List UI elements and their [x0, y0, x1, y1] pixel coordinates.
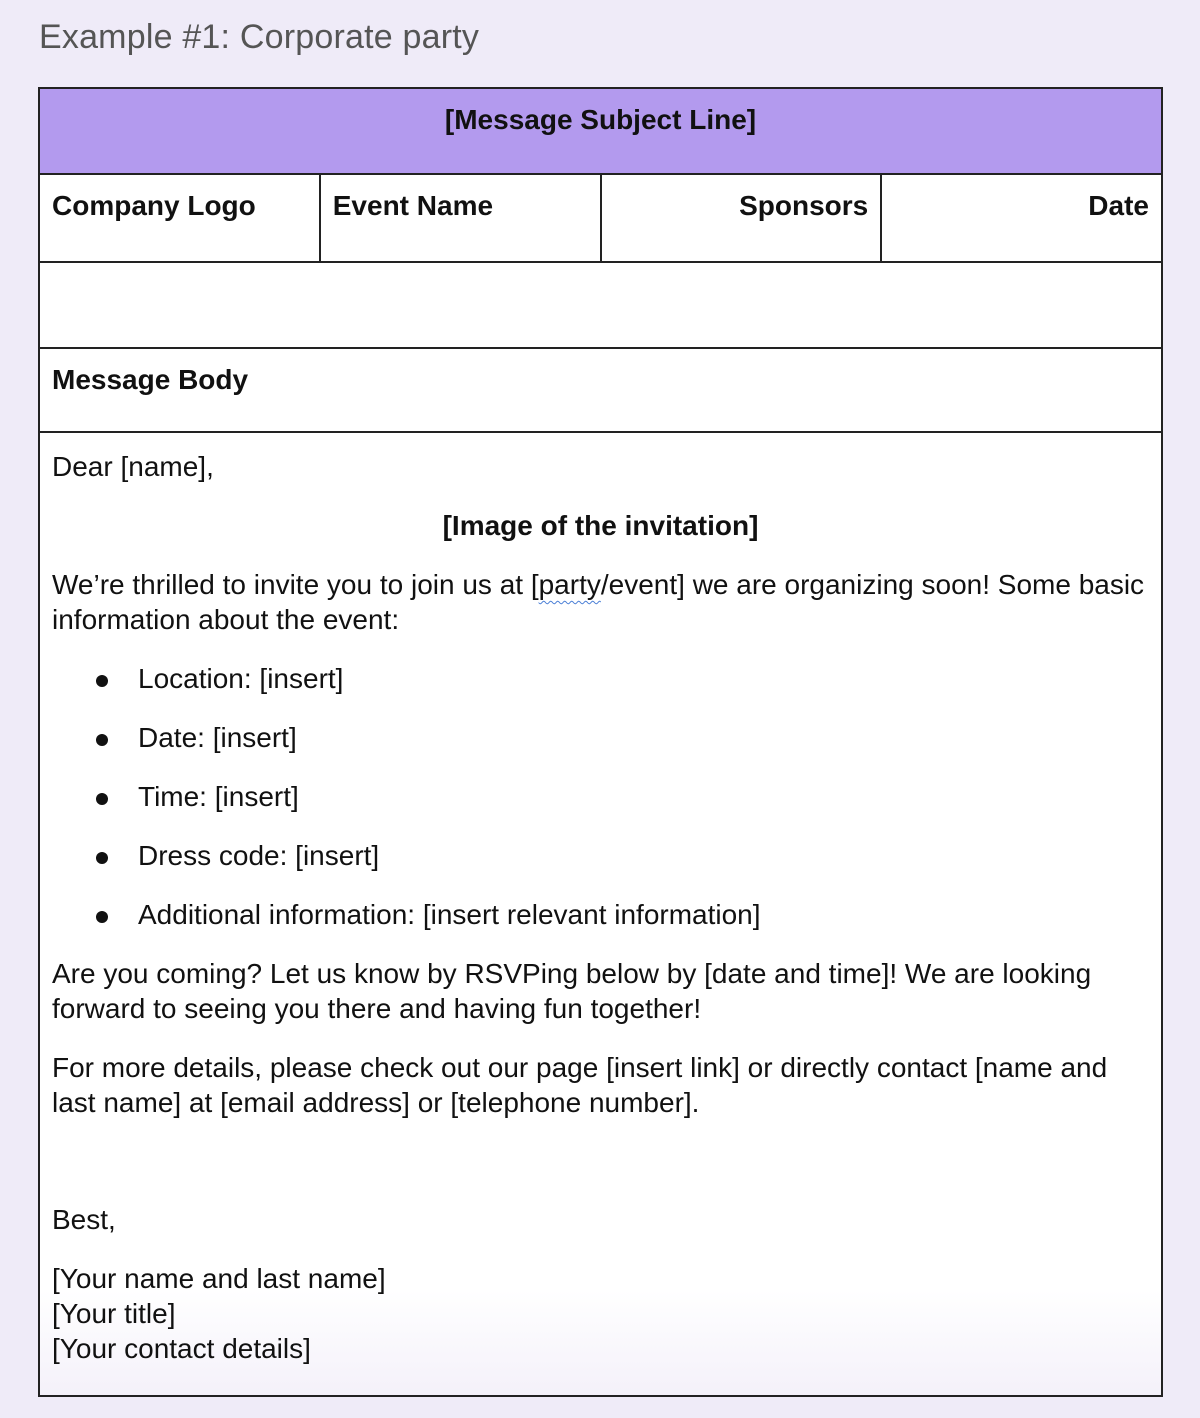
message-body-label: Message Body — [40, 349, 1161, 433]
company-logo-cell: Company Logo — [52, 190, 256, 221]
date-cell: Date — [880, 175, 1161, 261]
header-row — [40, 175, 1161, 263]
signature-title: [Your title] — [52, 1298, 176, 1329]
signature-name: [Your name and last name] — [52, 1263, 386, 1294]
message-body — [40, 433, 1161, 1366]
image-placeholder: [Image of the invitation] — [442, 510, 759, 541]
rsvp-paragraph: Are you coming? Let us know by RSVPing below by [date and time]! We are looking forward to seeing you there and having fun together! — [52, 958, 1092, 1024]
greeting: Dear [name], — [52, 451, 214, 482]
list-item: Date: [insert] — [138, 720, 1149, 755]
list-item: Additional information: [insert relevant information] — [138, 897, 1149, 932]
list-item: Location: [insert] — [138, 661, 1149, 696]
intro-paragraph — [52, 567, 1149, 637]
signoff: Best, — [52, 1204, 116, 1235]
list-item: Time: [insert] — [138, 779, 1149, 814]
intro-text-end: /event] we are organizing soon! Some basic information about the event: — [52, 569, 1145, 635]
spellcheck-word: party — [538, 569, 601, 600]
spacer — [52, 1144, 1149, 1202]
page-title: Example #1: Corporate party — [39, 18, 480, 56]
email-template-table — [38, 87, 1163, 1397]
empty-row — [40, 263, 1161, 349]
list-item: Dress code: [insert] — [138, 838, 1149, 873]
event-info-list — [52, 661, 1149, 932]
signature-block — [52, 1261, 1149, 1366]
event-name-cell: Event Name — [319, 175, 600, 261]
intro-text-start: We’re thrilled to invite you to join us at [ — [52, 569, 539, 600]
details-paragraph: For more details, please check out our page [insert link] or directly contact [name and last name] at [email address] or [telephone number]. — [52, 1052, 1108, 1118]
sponsors-cell: Sponsors — [600, 175, 881, 261]
signature-contact: [Your contact details] — [52, 1333, 311, 1364]
subject-line-cell: [Message Subject Line] — [40, 89, 1161, 175]
